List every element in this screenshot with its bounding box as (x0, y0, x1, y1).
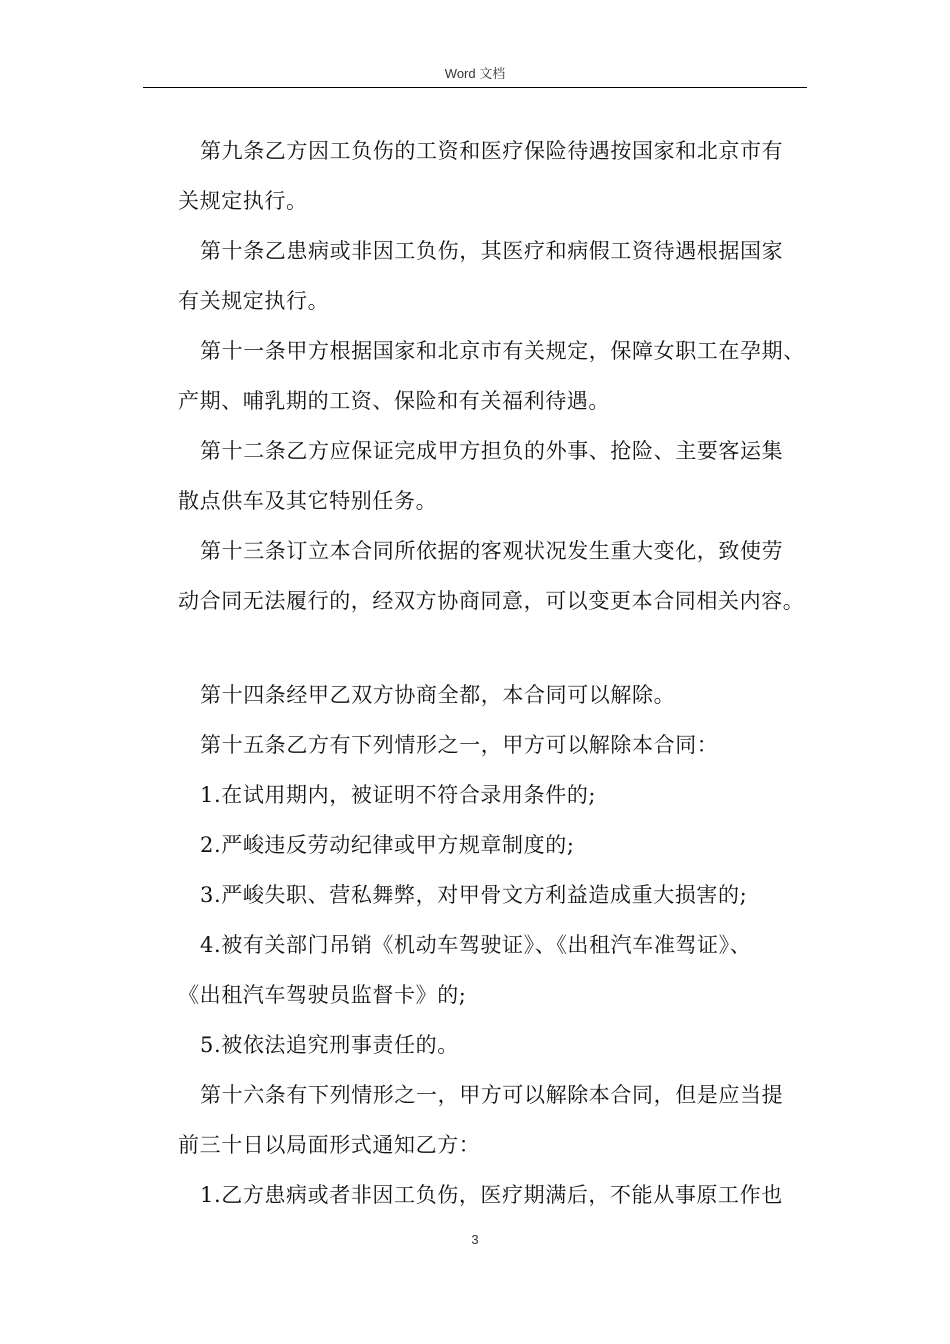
list-item-continuation: 《出租汽车驾驶员监督卡》的; (178, 983, 467, 1007)
document-body (178, 126, 818, 1220)
paragraph-line: 第十六条有下列情形之一，甲方可以解除本合同，但是应当提 (200, 1083, 784, 1107)
paragraph-gap (178, 626, 818, 670)
paragraph-line: 第十二条乙方应保证完成甲方担负的外事、抢险、主要客运集 (200, 439, 784, 463)
list-item: 3.严峻失职、营私舞弊，对甲骨文方利益造成重大损害的; (200, 883, 748, 907)
page-number: 3 (471, 1232, 479, 1247)
paragraph-line: 动合同无法履行的，经双方协商同意，可以变更本合同相关内容。 (178, 589, 805, 613)
page-header: Word 文档 (444, 66, 506, 81)
paragraph-line: 第九条乙方因工负伤的工资和医疗保险待遇按国家和北京市有 (200, 139, 784, 163)
paragraph-line: 第十四条经甲乙双方协商全都，本合同可以解除。 (200, 683, 676, 707)
paragraph-line: 散点供车及其它特别任务。 (178, 489, 438, 513)
list-item: 4.被有关部门吊销《机动车驾驶证》、《出租汽车准驾证》、 (200, 933, 752, 957)
paragraph-line: 第十一条甲方根据国家和北京市有关规定，保障女职工在孕期、 (200, 339, 805, 363)
paragraph-line: 有关规定执行。 (178, 289, 330, 313)
paragraph-line: 关规定执行。 (178, 189, 308, 213)
paragraph-line: 第十三条订立本合同所依据的客观状况发生重大变化，致使劳 (200, 539, 784, 563)
paragraph-line: 第十五条乙方有下列情形之一，甲方可以解除本合同： (200, 733, 719, 757)
paragraph-line: 产期、哺乳期的工资、保险和有关福利待遇。 (178, 389, 610, 413)
header-divider (143, 87, 807, 88)
paragraph-line: 前三十日以局面形式通知乙方： (178, 1133, 481, 1157)
list-item: 1.乙方患病或者非因工负伤，医疗期满后，不能从事原工作也 (200, 1183, 783, 1207)
list-item: 1.在试用期内，被证明不符合录用条件的; (200, 783, 597, 807)
paragraph-line: 第十条乙患病或非因工负伤，其医疗和病假工资待遇根据国家 (200, 239, 784, 263)
list-item: 5.被依法追究刑事责任的。 (200, 1033, 459, 1057)
list-item: 2.严峻违反劳动纪律或甲方规章制度的; (200, 833, 575, 857)
